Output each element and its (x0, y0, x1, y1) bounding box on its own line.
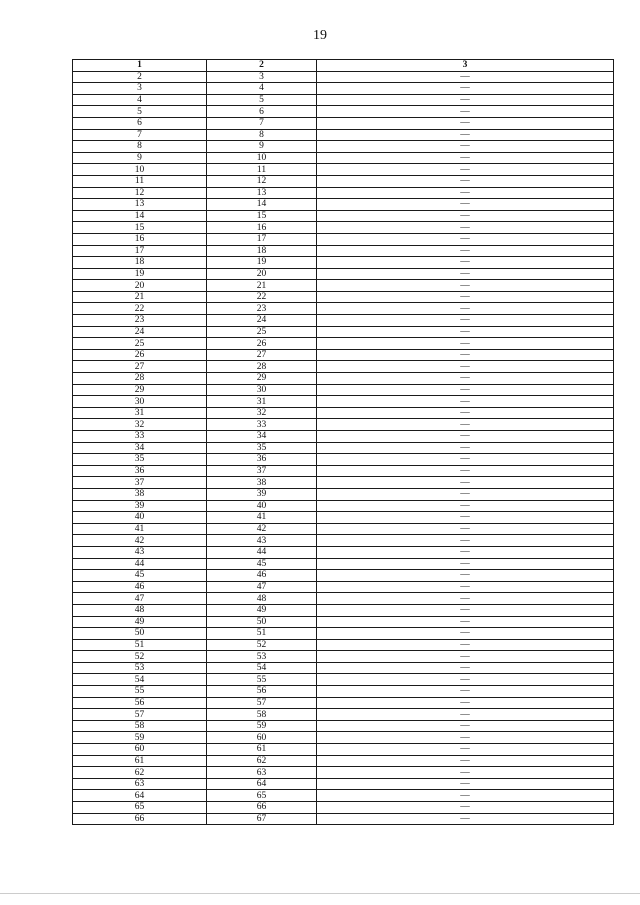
table-row (73, 384, 614, 396)
table-cell-col-2: 7 (207, 117, 317, 129)
table-row (73, 744, 614, 756)
table-row (73, 477, 614, 489)
table-row (73, 152, 614, 164)
table-cell-col-3: — (317, 593, 614, 605)
table-cell-col-1: 8 (73, 141, 207, 153)
table-cell-col-2: 11 (207, 164, 317, 176)
table-row (73, 720, 614, 732)
table-cell-col-2: 6 (207, 106, 317, 118)
table-cell-col-1: 60 (73, 744, 207, 756)
table-cell-col-3: — (317, 662, 614, 674)
table-row (73, 268, 614, 280)
table-cell-col-3: — (317, 604, 614, 616)
table-row (73, 129, 614, 141)
table-cell-col-2: 21 (207, 280, 317, 292)
table-cell-col-3: — (317, 164, 614, 176)
table-cell-col-1: 43 (73, 546, 207, 558)
table-cell-col-2: 3 (207, 71, 317, 83)
table-cell-col-3: — (317, 199, 614, 211)
table-cell-col-1: 15 (73, 222, 207, 234)
table-cell-col-1: 48 (73, 604, 207, 616)
table-cell-col-1: 2 (73, 71, 207, 83)
table-cell-col-1: 26 (73, 349, 207, 361)
table-cell-col-1: 18 (73, 257, 207, 269)
table-cell-col-2: 43 (207, 535, 317, 547)
table-cell-col-2: 54 (207, 662, 317, 674)
table-row (73, 175, 614, 187)
table-cell-col-2: 14 (207, 199, 317, 211)
table-cell-col-3: — (317, 674, 614, 686)
table-cell-col-2: 25 (207, 326, 317, 338)
table-cell-col-1: 37 (73, 477, 207, 489)
table-cell-col-3: — (317, 326, 614, 338)
table-cell-col-2: 4 (207, 83, 317, 95)
table-row (73, 755, 614, 767)
table-cell-col-1: 16 (73, 233, 207, 245)
table-cell-col-3: — (317, 222, 614, 234)
table-cell-col-2: 10 (207, 152, 317, 164)
data-table (72, 59, 614, 825)
table-row (73, 94, 614, 106)
table-cell-col-2: 66 (207, 802, 317, 814)
table-cell-col-1: 63 (73, 778, 207, 790)
table-cell-col-3: — (317, 303, 614, 315)
table-cell-col-1: 21 (73, 291, 207, 303)
table-cell-col-2: 49 (207, 604, 317, 616)
table-row (73, 442, 614, 454)
table-cell-col-1: 54 (73, 674, 207, 686)
table-cell-col-2: 48 (207, 593, 317, 605)
table-cell-col-1: 7 (73, 129, 207, 141)
table-cell-col-3: — (317, 697, 614, 709)
table-cell-col-2: 51 (207, 628, 317, 640)
table-row (73, 373, 614, 385)
table-cell-col-3: — (317, 720, 614, 732)
table-cell-col-1: 55 (73, 686, 207, 698)
table-row (73, 639, 614, 651)
table-cell-col-2: 13 (207, 187, 317, 199)
table-cell-col-3: — (317, 129, 614, 141)
table-cell-col-1: 14 (73, 210, 207, 222)
table-cell-col-3: — (317, 315, 614, 327)
table-row (73, 245, 614, 257)
table-cell-col-1: 58 (73, 720, 207, 732)
table-cell-col-3: — (317, 558, 614, 570)
table-cell-col-1: 40 (73, 512, 207, 524)
table-cell-col-3: — (317, 152, 614, 164)
table-cell-col-1: 52 (73, 651, 207, 663)
table-cell-col-3: — (317, 361, 614, 373)
table-row (73, 604, 614, 616)
table-cell-col-3: — (317, 778, 614, 790)
table-cell-col-3: — (317, 338, 614, 350)
table-row (73, 651, 614, 663)
table-cell-col-2: 19 (207, 257, 317, 269)
table-cell-col-3: — (317, 431, 614, 443)
table-row (73, 593, 614, 605)
table-row (73, 431, 614, 443)
table-row (73, 767, 614, 779)
table-cell-col-2: 12 (207, 175, 317, 187)
table-row (73, 732, 614, 744)
table-cell-col-3: — (317, 732, 614, 744)
table-row (73, 361, 614, 373)
table-cell-col-3: — (317, 106, 614, 118)
table-row (73, 488, 614, 500)
table-cell-col-2: 42 (207, 523, 317, 535)
table-cell-col-2: 26 (207, 338, 317, 350)
table-cell-col-3: — (317, 245, 614, 257)
table-cell-col-1: 35 (73, 454, 207, 466)
table-row (73, 199, 614, 211)
table-cell-col-1: 57 (73, 709, 207, 721)
table-row (73, 813, 614, 825)
table-cell-col-1: 41 (73, 523, 207, 535)
table-cell-col-1: 44 (73, 558, 207, 570)
table-cell-col-3: — (317, 71, 614, 83)
table-cell-col-2: 63 (207, 767, 317, 779)
table-row (73, 407, 614, 419)
table-cell-col-2: 65 (207, 790, 317, 802)
table-cell-col-2: 47 (207, 581, 317, 593)
table-cell-col-3: — (317, 477, 614, 489)
table-header-row (73, 60, 614, 72)
table-cell-col-2: 55 (207, 674, 317, 686)
table-cell-col-2: 57 (207, 697, 317, 709)
table-cell-col-3: — (317, 280, 614, 292)
table-cell-col-2: 28 (207, 361, 317, 373)
table-cell-col-3: — (317, 512, 614, 524)
table-cell-col-1: 36 (73, 465, 207, 477)
column-header-3: 3 (317, 60, 614, 72)
table-cell-col-1: 12 (73, 187, 207, 199)
table-row (73, 106, 614, 118)
table-cell-col-1: 24 (73, 326, 207, 338)
table-cell-col-2: 27 (207, 349, 317, 361)
table-row (73, 187, 614, 199)
table-cell-col-1: 64 (73, 790, 207, 802)
table-cell-col-2: 8 (207, 129, 317, 141)
table-cell-col-2: 45 (207, 558, 317, 570)
table-cell-col-1: 28 (73, 373, 207, 385)
table-row (73, 117, 614, 129)
table-cell-col-1: 10 (73, 164, 207, 176)
table-row (73, 581, 614, 593)
table-cell-col-3: — (317, 570, 614, 582)
page-number: 19 (313, 28, 327, 43)
table-cell-col-2: 60 (207, 732, 317, 744)
table-cell-col-2: 50 (207, 616, 317, 628)
table-row (73, 291, 614, 303)
table-cell-col-3: — (317, 442, 614, 454)
table-cell-col-3: — (317, 141, 614, 153)
table-row (73, 558, 614, 570)
table-body (73, 71, 614, 825)
table-row (73, 71, 614, 83)
table-cell-col-2: 36 (207, 454, 317, 466)
table-cell-col-2: 53 (207, 651, 317, 663)
table-cell-col-2: 16 (207, 222, 317, 234)
table-cell-col-1: 3 (73, 83, 207, 95)
table-cell-col-3: — (317, 686, 614, 698)
table-row (73, 349, 614, 361)
table-cell-col-1: 49 (73, 616, 207, 628)
table-row (73, 778, 614, 790)
table-cell-col-1: 38 (73, 488, 207, 500)
table-row (73, 616, 614, 628)
table-cell-col-3: — (317, 94, 614, 106)
table-row (73, 790, 614, 802)
table-row (73, 570, 614, 582)
table-cell-col-2: 44 (207, 546, 317, 558)
table-cell-col-3: — (317, 187, 614, 199)
table-cell-col-2: 17 (207, 233, 317, 245)
table-cell-col-1: 13 (73, 199, 207, 211)
table-cell-col-1: 27 (73, 361, 207, 373)
table-cell-col-1: 17 (73, 245, 207, 257)
table-cell-col-3: — (317, 373, 614, 385)
table-cell-col-2: 32 (207, 407, 317, 419)
table-cell-col-3: — (317, 616, 614, 628)
table-cell-col-2: 61 (207, 744, 317, 756)
table-row (73, 454, 614, 466)
table-cell-col-1: 19 (73, 268, 207, 280)
table-row (73, 500, 614, 512)
table-cell-col-2: 52 (207, 639, 317, 651)
table-row (73, 222, 614, 234)
table-cell-col-1: 11 (73, 175, 207, 187)
table-cell-col-1: 46 (73, 581, 207, 593)
table-cell-col-1: 9 (73, 152, 207, 164)
table-cell-col-3: — (317, 117, 614, 129)
table-cell-col-2: 41 (207, 512, 317, 524)
table-row (73, 326, 614, 338)
table-row (73, 686, 614, 698)
table-cell-col-1: 42 (73, 535, 207, 547)
table-cell-col-2: 38 (207, 477, 317, 489)
table-cell-col-3: — (317, 396, 614, 408)
table-cell-col-2: 64 (207, 778, 317, 790)
table-cell-col-3: — (317, 790, 614, 802)
table-row (73, 141, 614, 153)
table-cell-col-3: — (317, 581, 614, 593)
table-cell-col-1: 61 (73, 755, 207, 767)
table-cell-col-1: 56 (73, 697, 207, 709)
table-cell-col-3: — (317, 83, 614, 95)
table-cell-col-1: 4 (73, 94, 207, 106)
table-cell-col-3: — (317, 488, 614, 500)
table-cell-col-3: — (317, 465, 614, 477)
table-row (73, 662, 614, 674)
table-row (73, 315, 614, 327)
table-cell-col-2: 5 (207, 94, 317, 106)
table-cell-col-3: — (317, 639, 614, 651)
table-cell-col-3: — (317, 407, 614, 419)
table-cell-col-1: 50 (73, 628, 207, 640)
table-cell-col-1: 25 (73, 338, 207, 350)
table-cell-col-1: 62 (73, 767, 207, 779)
table-row (73, 257, 614, 269)
table-row (73, 233, 614, 245)
table-cell-col-1: 30 (73, 396, 207, 408)
table-row (73, 338, 614, 350)
table-cell-col-2: 15 (207, 210, 317, 222)
table-cell-col-3: — (317, 546, 614, 558)
table-cell-col-3: — (317, 210, 614, 222)
table-cell-col-3: — (317, 384, 614, 396)
table-cell-col-2: 58 (207, 709, 317, 721)
table-cell-col-2: 46 (207, 570, 317, 582)
table-cell-col-3: — (317, 813, 614, 825)
table-cell-col-3: — (317, 291, 614, 303)
table-row (73, 396, 614, 408)
table-cell-col-1: 47 (73, 593, 207, 605)
table-row (73, 535, 614, 547)
table-cell-col-2: 30 (207, 384, 317, 396)
table-row (73, 697, 614, 709)
table-row (73, 628, 614, 640)
table-cell-col-1: 29 (73, 384, 207, 396)
table-row (73, 512, 614, 524)
table-cell-col-2: 35 (207, 442, 317, 454)
table-cell-col-3: — (317, 767, 614, 779)
table-cell-col-1: 66 (73, 813, 207, 825)
table-cell-col-3: — (317, 744, 614, 756)
table-cell-col-2: 24 (207, 315, 317, 327)
table-cell-col-1: 20 (73, 280, 207, 292)
table-cell-col-2: 33 (207, 419, 317, 431)
table-cell-col-2: 62 (207, 755, 317, 767)
table-cell-col-1: 31 (73, 407, 207, 419)
table-cell-col-2: 39 (207, 488, 317, 500)
table-cell-col-1: 53 (73, 662, 207, 674)
table-row (73, 465, 614, 477)
table-cell-col-1: 65 (73, 802, 207, 814)
column-header-2: 2 (207, 60, 317, 72)
table-cell-col-3: — (317, 257, 614, 269)
table-cell-col-3: — (317, 268, 614, 280)
table-row (73, 164, 614, 176)
table-cell-col-1: 33 (73, 431, 207, 443)
table-cell-col-3: — (317, 175, 614, 187)
table-row (73, 280, 614, 292)
table-cell-col-2: 9 (207, 141, 317, 153)
table-row (73, 210, 614, 222)
table-cell-col-2: 31 (207, 396, 317, 408)
table-cell-col-3: — (317, 349, 614, 361)
column-header-1: 1 (73, 60, 207, 72)
table-cell-col-2: 20 (207, 268, 317, 280)
table-cell-col-1: 59 (73, 732, 207, 744)
table-cell-col-3: — (317, 419, 614, 431)
table-cell-col-1: 34 (73, 442, 207, 454)
table-cell-col-1: 6 (73, 117, 207, 129)
table-cell-col-2: 40 (207, 500, 317, 512)
table-row (73, 674, 614, 686)
table-cell-col-2: 37 (207, 465, 317, 477)
table-cell-col-2: 22 (207, 291, 317, 303)
table-cell-col-3: — (317, 454, 614, 466)
table-cell-col-2: 18 (207, 245, 317, 257)
table-cell-col-2: 67 (207, 813, 317, 825)
table-row (73, 546, 614, 558)
table-cell-col-1: 39 (73, 500, 207, 512)
table-cell-col-3: — (317, 500, 614, 512)
table-cell-col-2: 34 (207, 431, 317, 443)
table-cell-col-2: 56 (207, 686, 317, 698)
table-cell-col-1: 51 (73, 639, 207, 651)
table-cell-col-2: 23 (207, 303, 317, 315)
table-cell-col-3: — (317, 709, 614, 721)
table-cell-col-1: 45 (73, 570, 207, 582)
table-cell-col-1: 23 (73, 315, 207, 327)
table-row (73, 419, 614, 431)
table-cell-col-3: — (317, 755, 614, 767)
table-row (73, 709, 614, 721)
table-cell-col-3: — (317, 535, 614, 547)
table-cell-col-3: — (317, 523, 614, 535)
table-row (73, 83, 614, 95)
table-row (73, 802, 614, 814)
table-cell-col-3: — (317, 233, 614, 245)
scan-edge-line (0, 893, 640, 894)
table-cell-col-3: — (317, 802, 614, 814)
table-row (73, 523, 614, 535)
table-row (73, 303, 614, 315)
table-cell-col-1: 32 (73, 419, 207, 431)
table-cell-col-1: 22 (73, 303, 207, 315)
table-cell-col-2: 59 (207, 720, 317, 732)
table-cell-col-3: — (317, 651, 614, 663)
table-cell-col-1: 5 (73, 106, 207, 118)
table-cell-col-2: 29 (207, 373, 317, 385)
table-cell-col-3: — (317, 628, 614, 640)
